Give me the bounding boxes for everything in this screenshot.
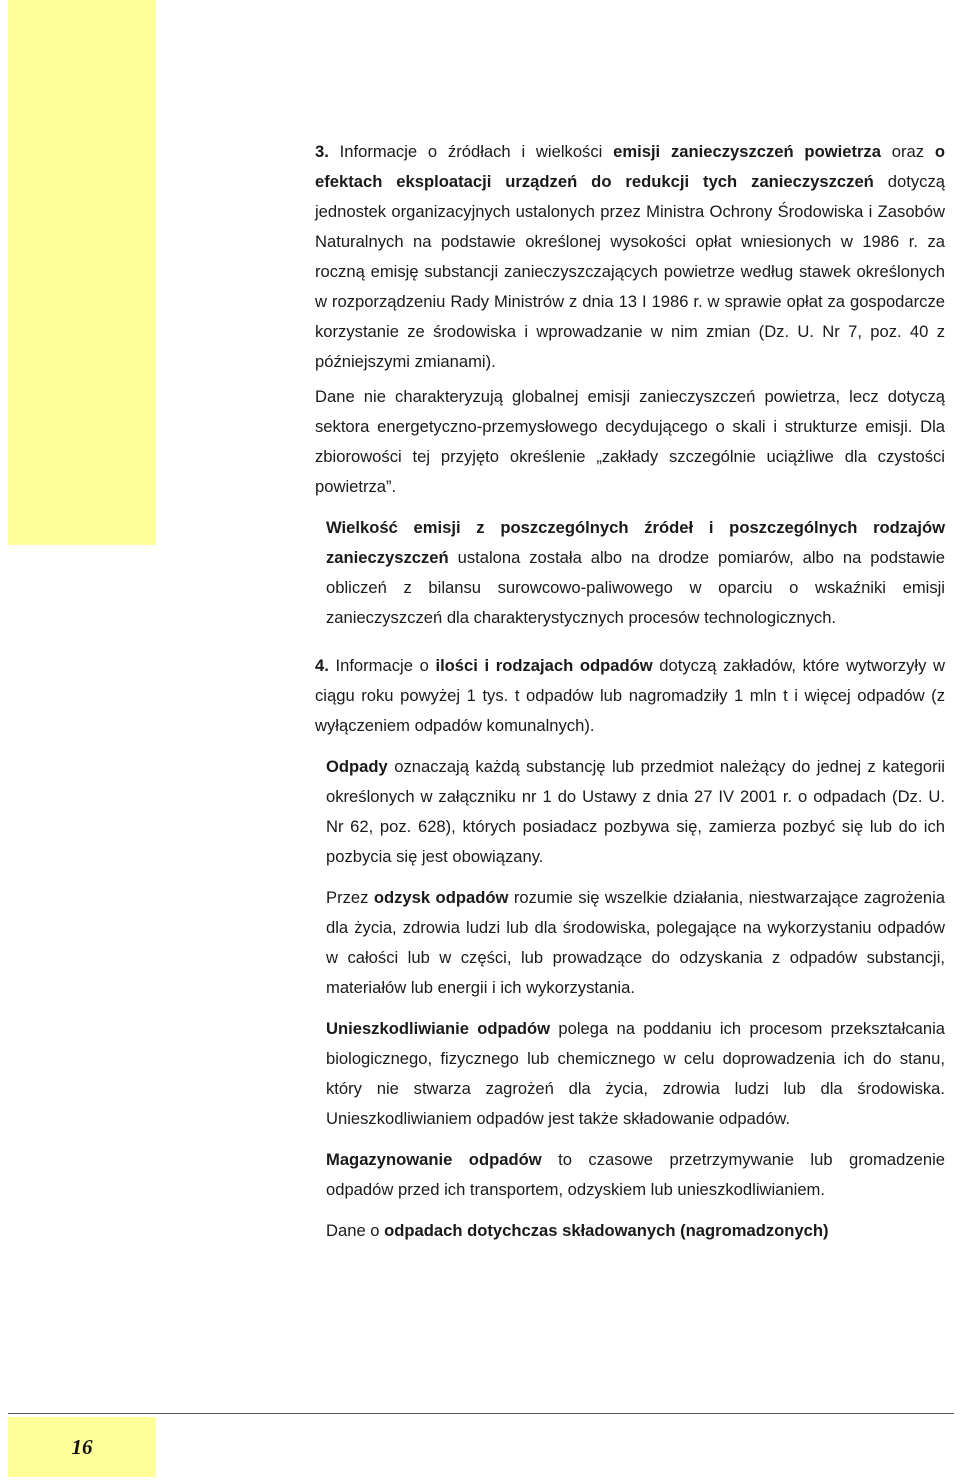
bold-text: Magazynowanie odpadów: [326, 1150, 542, 1169]
text-segment: Przez: [326, 888, 374, 907]
text-segment: Dane nie charakteryzują globalnej emisji zanieczyszczeń powietrza, lecz dotyczą sektora energetyczno-przemysłowego decydującego o skali i strukturze emisji. Dla zbiorowości tej przyjęto określenie „zakłady szczególnie uciążliwe dla czystości powietrza”.: [315, 387, 945, 496]
text-segment: Dane o: [326, 1221, 385, 1240]
paragraph: [315, 1145, 945, 1205]
text-segment: polega na poddaniu ich procesom przekształcania biologicznego, fizycznego lub chemicznego w celu doprowadzenia ich do stanu, który nie stwarza zagrożeń dla życia, zdrowia ludzi lub dla środowiska. Unieszkodliwianiem odpadów jest także składowanie odpadów.: [326, 1019, 946, 1128]
text-segment: oraz: [880, 142, 935, 161]
text-segment: dotyczą zakładów, które wytworzyły w ciągu roku powyżej 1 tys. t odpadów lub nagromadziły 1 mln t i więcej odpadów (z wyłączeniem odpadów komunalnych).: [315, 656, 945, 735]
paragraph: [315, 752, 945, 872]
bold-text: emisji zanieczyszczeń powietrza: [613, 142, 881, 161]
bold-text: o efektach eksploatacji urządzeń do redukcji tych zanieczyszczeń: [315, 142, 945, 191]
paragraph: [315, 382, 945, 502]
bold-text: odzysk odpadów: [373, 888, 509, 907]
paragraph: [315, 1216, 945, 1246]
document-body: [315, 137, 945, 1246]
text-segment: Informacje o źródłach i wielkości: [328, 142, 614, 161]
paragraph: [315, 651, 945, 741]
text-segment: oznaczają każdą substancję lub przedmiot należący do jednej z kategorii określonych w załączniku nr 1 do Ustawy z dnia 27 IV 2001 r. o odpadach (Dz. U. Nr 62, poz. 628), których posiadacz pozbywa się, zamierza pozbyć się lub do ich pozbycia się jest obowiązany.: [326, 757, 945, 866]
bold-text: 3.: [315, 142, 329, 161]
bold-text: odpadach dotychczas składowanych (nagromadzonych): [384, 1221, 829, 1240]
bold-text: Unieszkodliwianie odpadów: [326, 1019, 551, 1038]
paragraph: [315, 883, 945, 1003]
text-segment: rozumie się wszelkie działania, niestwarzające zagrożenia dla życia, zdrowia ludzi lub dla środowiska, polegające na wykorzystaniu odpadów w całości lub w części, lub prowadzące do odzyskania z odpadów substancji, materiałów lub energii i ich wykorzystania.: [326, 888, 945, 997]
bold-text: ilości i rodzajach odpadów: [435, 656, 653, 675]
bold-text: Odpady: [326, 757, 388, 776]
paragraph: [315, 137, 945, 377]
text-segment: Informacje o: [328, 656, 436, 675]
page-number: 16: [8, 1417, 156, 1477]
sidebar-accent: [8, 0, 156, 545]
text-segment: ustalona została albo na drodze pomiarów, albo na podstawie obliczeń z bilansu surowcowo-paliwowego w oparciu o wskaźniki emisji zanieczyszczeń dla charakterystycznych procesów technologicznych.: [326, 548, 945, 627]
bold-text: 4.: [315, 656, 329, 675]
footer-divider: [8, 1413, 954, 1414]
bold-text: Wielkość emisji z poszczególnych źródeł i poszczególnych rodzajów zanieczyszczeń: [326, 518, 945, 567]
text-segment: to czasowe przetrzymywanie lub gromadzenie odpadów przed ich transportem, odzyskiem lub unieszkodliwianiem.: [326, 1150, 945, 1199]
text-segment: dotyczą jednostek organizacyjnych ustalonych przez Ministra Ochrony Środowiska i Zasobów Naturalnych na podstawie określonej wysokości opłat wniesionych w 1986 r. za roczną emisję substancji zanieczyszczających powietrze według stawek określonych w rozporządzeniu Rady Ministrów z dnia 13 I 1986 r. w sprawie opłat za gospodarcze korzystanie ze środowiska i wprowadzanie w nim zmian (Dz. U. Nr 7, poz. 40 z późniejszymi zmianami).: [315, 172, 945, 371]
paragraph: [315, 513, 945, 633]
paragraph: [315, 1014, 945, 1134]
